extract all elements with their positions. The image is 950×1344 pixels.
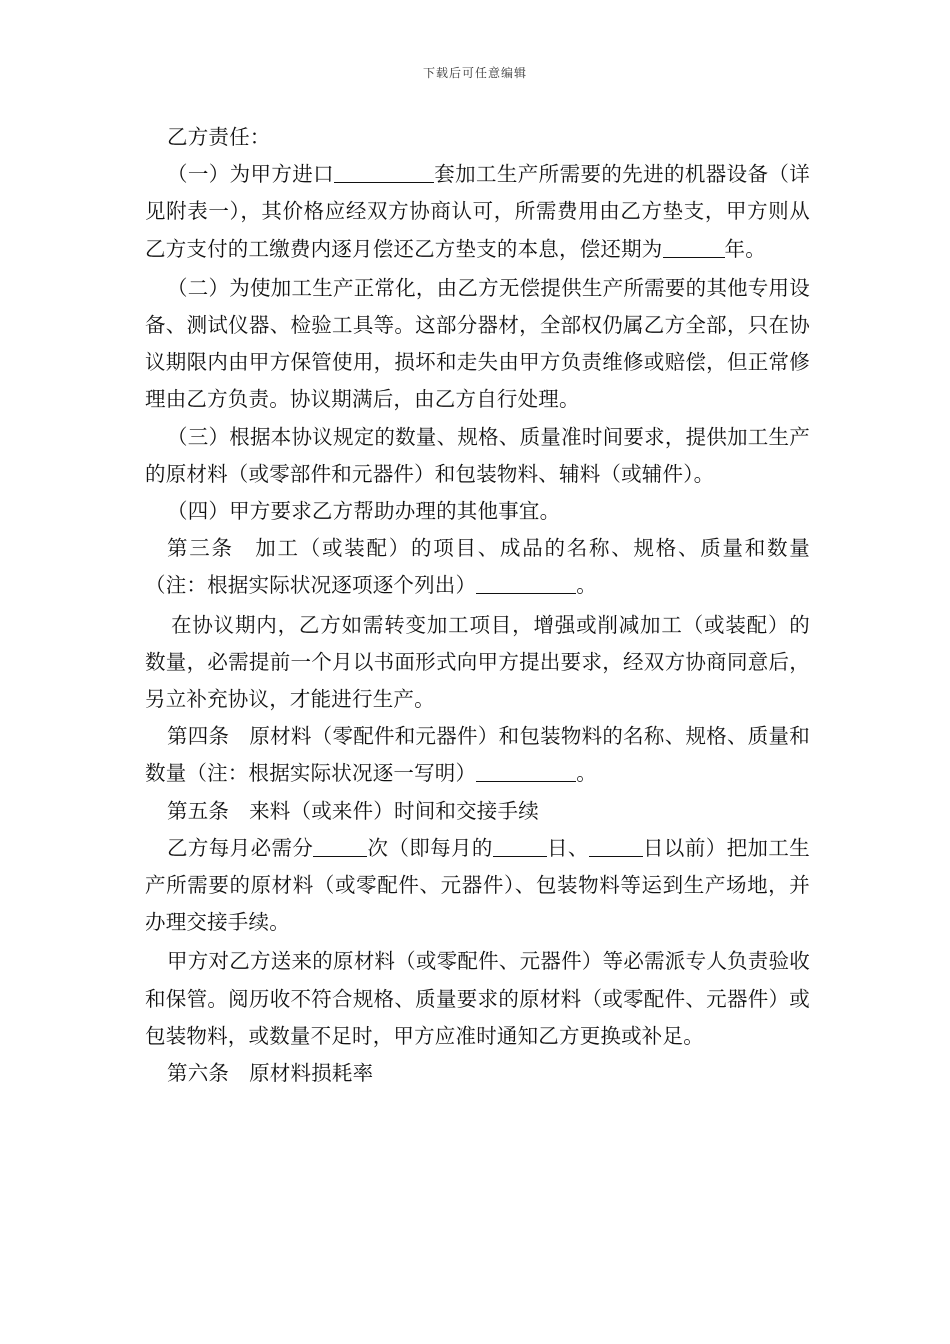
article-3-paragraph: 在协议期内，乙方如需转变加工项目，增强或削减加工（或装配）的数量，必需提前一个月以书面形式向甲方提出要求，经双方协商同意后，另立补充协议，才能进行生产。 bbox=[145, 612, 810, 712]
article-4-text-b: 。 bbox=[576, 761, 597, 786]
clause-1-text-c: 年。 bbox=[724, 236, 766, 261]
article-3 bbox=[145, 530, 810, 604]
article-3-text-b: 。 bbox=[576, 573, 597, 598]
page-header: 下载后可任意编辑 bbox=[422, 66, 527, 80]
article-5-p1-text-b: 次（即每月的 bbox=[367, 835, 493, 860]
article-4-number: 第四条 bbox=[167, 724, 230, 749]
article-5 bbox=[145, 793, 810, 830]
clause-4: （四）甲方要求乙方帮助办理的其他事宜。 bbox=[167, 499, 561, 524]
blank-field bbox=[589, 835, 643, 857]
clause-3: （三）根据本协议规定的数量、规格、质量准时间要求，提供加工生产的原材料（或零部件和元器件）和包装物料、辅料（或辅件）。 bbox=[145, 424, 810, 486]
article-3-number: 第三条 bbox=[167, 536, 234, 561]
clause-1-text-a: （一）为甲方进口 bbox=[167, 162, 335, 187]
article-6-number: 第六条 bbox=[167, 1061, 230, 1086]
section-heading: 乙方责任： bbox=[167, 125, 271, 149]
article-5-title: 来料（或来件）时间和交接手续 bbox=[249, 798, 539, 823]
article-3-text-a: 加工（或装配）的项目、成品的名称、规格、质量和数量（注：根据实际状况逐项逐个列出） bbox=[145, 536, 810, 598]
article-5-p1-text-c: 日、 bbox=[546, 835, 589, 860]
blank-field bbox=[476, 761, 576, 783]
clause-1-text-b: 套加工生产所需要的先进的机器设备（详见附表一），其价格应经双方协商认可，所需费用由乙方垫支，甲方则从乙方支付的工缴费内逐月偿还乙方垫支的本息，偿还期为 bbox=[145, 162, 810, 261]
article-6-title: 原材料损耗率 bbox=[249, 1061, 374, 1086]
article-5-p1-text-a: 乙方每月必需分 bbox=[167, 835, 314, 860]
blank-field bbox=[334, 162, 434, 184]
article-4 bbox=[145, 718, 810, 792]
article-4-text-a: 原材料（零配件和元器件）和包装物料的名称、规格、质量和数量（注：根据实际状况逐一写明） bbox=[145, 724, 810, 786]
article-5-number: 第五条 bbox=[167, 798, 230, 823]
blank-field bbox=[663, 236, 725, 258]
document-body bbox=[145, 119, 810, 1092]
article-5-paragraph-2: 甲方对乙方送来的原材料（或零配件、元器件）等必需派专人负责验收和保管。阅历收不符合规格、质量要求的原材料（或零配件、元器件）或包装物料，或数量不足时，甲方应准时通知乙方更换或补足。 bbox=[145, 949, 810, 1048]
article-5-paragraph-1 bbox=[145, 830, 810, 942]
article-5-p1-text-d: 日以前）把加工生产所需要的原材料（或零配件、元器件）、包装物料等运到生产场地，并办理交接手续。 bbox=[145, 835, 811, 935]
article-6 bbox=[145, 1055, 810, 1092]
clause-1 bbox=[145, 156, 810, 268]
clause-2: （二）为使加工生产正常化，由乙方无偿提供生产所需要的其他专用设备、测试仪器、检验工具等。这部分器材，全部权仍属乙方全部，只在协议期限内由甲方保管使用，损坏和走失由甲方负责维修或赔偿，但正常修理由乙方负责。协议期满后，由乙方自行处理。 bbox=[145, 275, 810, 412]
blank-field bbox=[476, 573, 576, 595]
blank-field bbox=[493, 835, 547, 857]
blank-field bbox=[313, 835, 367, 857]
